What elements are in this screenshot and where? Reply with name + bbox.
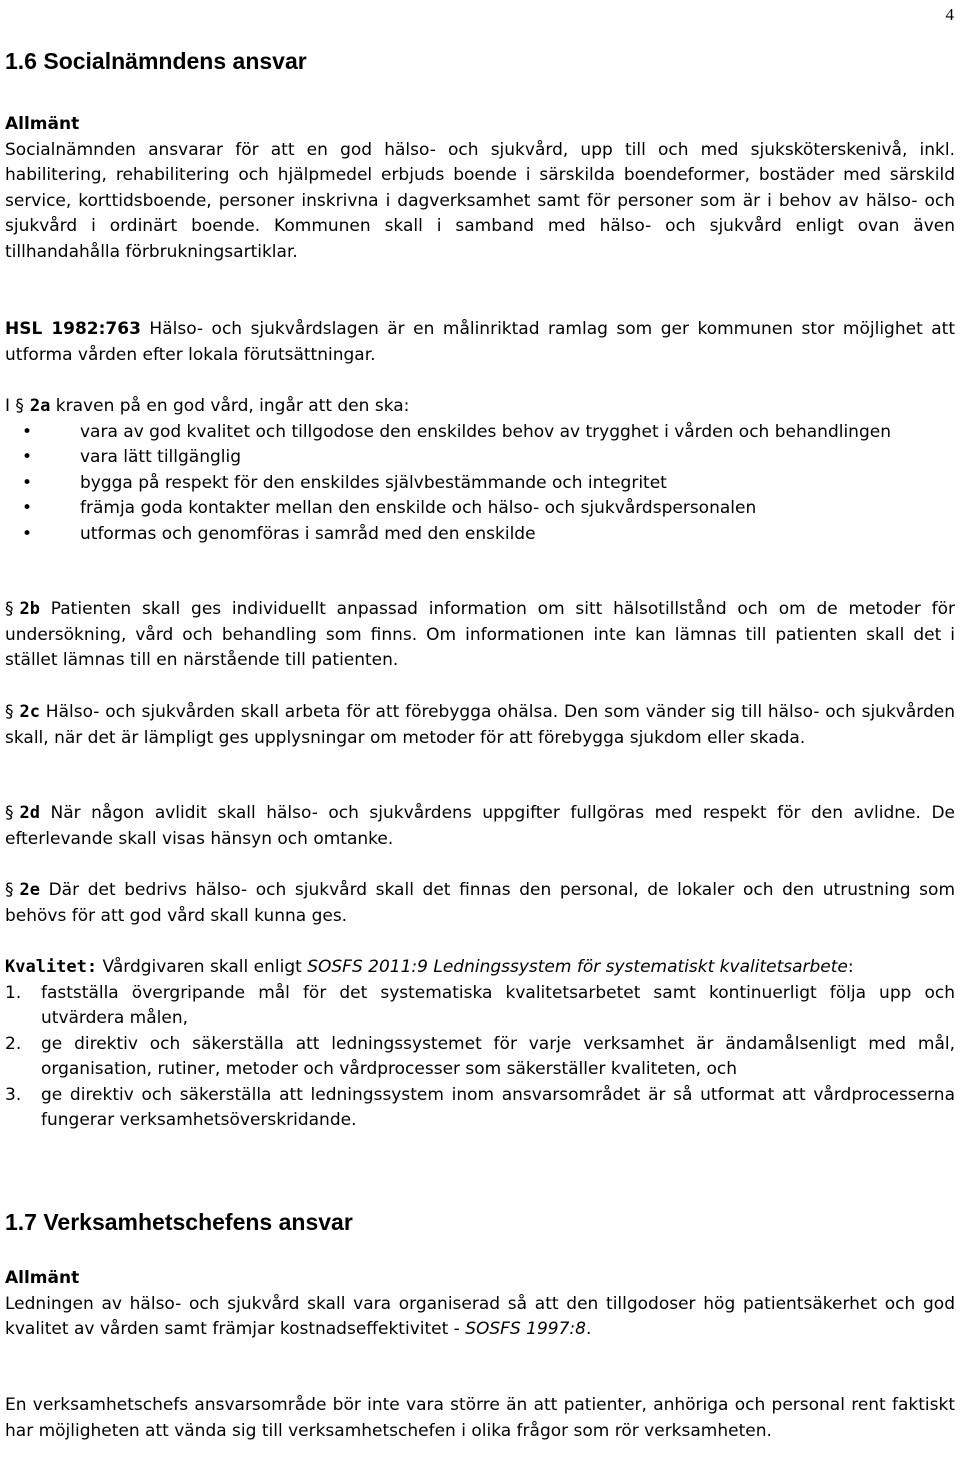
section-heading-1-6: 1.6 Socialnämndens ansvar	[5, 48, 307, 74]
list-text: fastställa övergripande mål för det systematiska kvalitetsarbetet samt kontinuerligt följa upp och utvärdera målen,	[41, 982, 955, 1028]
section-1-7-general	[5, 1266, 955, 1343]
quality-reference: SOSFS 2011:9 Ledningssystem för systematiskt kvalitetsarbete	[307, 957, 848, 977]
hsl-text: Hälso- och sjukvårdslagen är en målinriktad ramlag som ger kommunen stor möjlighet att utforma vården efter lokala förutsättningar.	[5, 319, 955, 365]
quality-label: Kvalitet:	[5, 957, 98, 977]
list-number: 2.	[5, 1033, 22, 1054]
list-item: • vara av god kvalitet och tillgodose den enskildes behov av trygghet i vården och behandlingen	[80, 420, 955, 446]
list-text: ge direktiv och säkerställa att ledningssystem inom ansvarsområdet är så utformat att vårdprocesserna fungerar verksamhetsöverskridande.	[41, 1084, 955, 1130]
hsl-paragraph	[5, 317, 955, 368]
management-end: .	[585, 1319, 592, 1339]
paragraph-2b	[5, 597, 955, 674]
text-2c: Hälso- och sjukvården skall arbeta för att förebygga ohälsa. Den som vänder sig till hälso- och sjukvården skall, när det är lämpligt ges upplysningar om metoder för att förebygga sjukdom eller skada.	[5, 702, 955, 748]
subheading-allmant: Allmänt	[5, 114, 80, 134]
list-text: ge direktiv och säkerställa att ledningssystemet för varje verksamhet är ändamålsenligt med mål, organisation, rutiner, metoder och vårdprocesser som säkerställer kvaliteten, och	[41, 1033, 955, 1079]
paragraph-2c	[5, 700, 955, 751]
page-number: 4	[945, 5, 954, 24]
ref-2e: 2e	[19, 880, 40, 900]
quality-list	[5, 981, 955, 1134]
list-item: • utformas och genomföras i samråd med den enskilde	[80, 522, 955, 548]
section-heading-1-7: 1.7 Verksamhetschefens ansvar	[5, 1209, 353, 1235]
ref-2d: 2d	[19, 803, 40, 823]
ref-2b: 2b	[19, 599, 40, 619]
intro-pre: I	[5, 396, 16, 416]
section-sign-icon: §	[15, 396, 24, 416]
requirements-block	[5, 394, 955, 547]
ref-2c: 2c	[19, 702, 40, 722]
section-sign-icon: §	[5, 803, 14, 823]
requirements-list	[5, 420, 955, 548]
list-item	[5, 981, 955, 1032]
list-item: • främja goda kontakter mellan den enskilde och hälso- och sjukvårdspersonalen	[80, 496, 955, 522]
responsibility-area-text: En verksamhetschefs ansvarsområde bör inte vara större än att patienter, anhöriga och personal rent faktiskt har möjligheten att vända sig till verksamhetschefen i olika frågor som rör verksamheten.	[5, 1395, 955, 1441]
text-2d: När någon avlidit skall hälso- och sjukvårdens uppgifter fullgöras med respekt för den avlidne. De efterlevande skall visas hänsyn och omtanke.	[5, 803, 955, 849]
paragraph-responsibility: Socialnämnden ansvarar för att en god hälso- och sjukvård, upp till och med sjuksköterskenivå, inkl. habilitering, rehabilitering och hjälpmedel erbjuds boende i särskilda boendeformer, bostäder med särskild service, korttidsboende, personer inskrivna i dagverksamhet samt för personer som är i behov av hälso- och sjukvård i ordinärt boende. Kommunen skall i samband med hälso- och sjukvård enligt ovan även tillhandahålla förbrukningsartiklar.	[5, 139, 955, 262]
paragraph-responsibility-area	[5, 1393, 955, 1444]
list-item	[5, 1032, 955, 1083]
text-2b: Patienten skall ges individuellt anpassad information om sitt hälsotillstånd och om de metoder för undersökning, vård och behandling som finns. Om informationen inte kan lämnas till patienten skall det i stället lämnas till en närstående till patienten.	[5, 599, 955, 670]
section-1-6-general	[5, 112, 955, 265]
list-item: • bygga på respekt för den enskildes självbestämmande och integritet	[80, 471, 955, 497]
list-item	[5, 1083, 955, 1134]
section-sign-icon: §	[5, 599, 14, 619]
quality-text: Vårdgivaren skall enligt	[97, 957, 308, 977]
text-2e: Där det bedrivs hälso- och sjukvård skall det finnas den personal, de lokaler och den utrustning som behövs för att god vård skall kunna ges.	[5, 880, 955, 926]
intro-post: kraven på en god vård, ingår att den ska:	[50, 396, 410, 416]
paragraph-2e	[5, 878, 955, 929]
paragraph-2d	[5, 801, 955, 852]
quality-colon: :	[847, 957, 854, 977]
section-sign-icon: §	[5, 880, 14, 900]
hsl-reference: HSL 1982:763	[5, 319, 141, 339]
subheading-allmant: Allmänt	[5, 1268, 80, 1288]
list-number: 3.	[5, 1084, 22, 1105]
management-text: Ledningen av hälso- och sjukvård skall vara organiserad så att den tillgodoser hög patientsäkerhet och god kvalitet av vården samt främjar kostnadseffektivitet -	[5, 1293, 955, 1339]
quality-block	[5, 955, 955, 1134]
intro-ref: 2a	[29, 396, 51, 416]
management-reference: SOSFS 1997:8	[465, 1319, 586, 1339]
list-number: 1.	[5, 982, 22, 1003]
list-item: • vara lätt tillgänglig	[80, 445, 955, 471]
section-sign-icon: §	[5, 702, 14, 722]
